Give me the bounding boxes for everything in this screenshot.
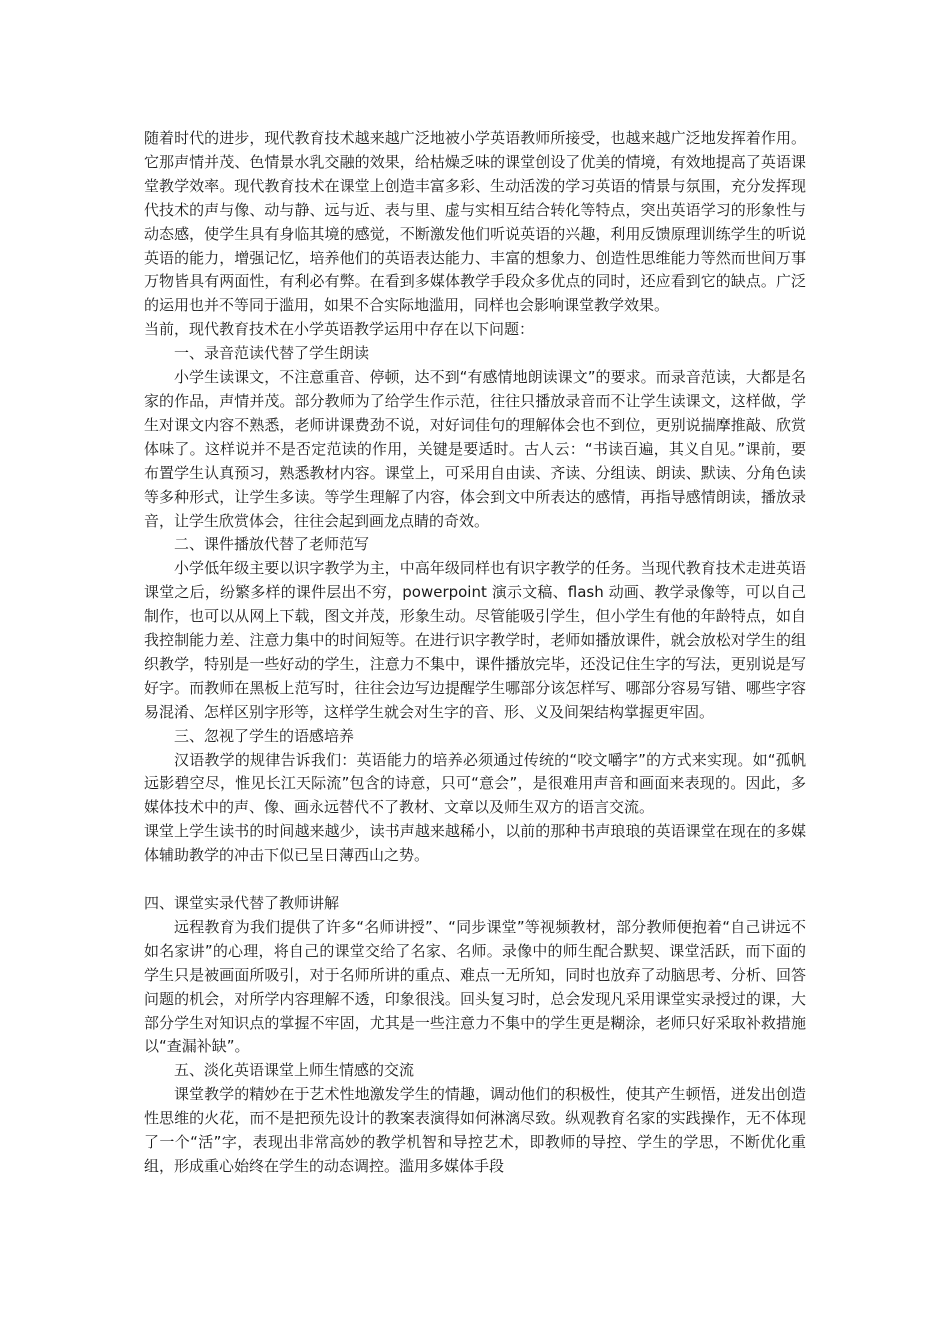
problems-intro: 当前，现代教育技术在小学英语教学运用中存在以下问题： [144, 320, 535, 339]
section-1-body: 小学生读课文，不注意重音、停顿，达不到“有感情地朗读课文”的要求。而录音范读，大都是名家的作品，声情并茂。部分教师为了给学生作示范，往往只播放录音而不让学生读课文，这样做，学生对课文内容不熟悉，老师讲课费劲不说，对好词佳句的理解体会也不到位，更别说揣摩推敲、欣赏体味了。这样说并不是否定范读的作用，关键是要适时。古人云：“书读百遍，其义自见。”课前，要布置学生认真预习，熟悉教材内容。课堂上，可采用自由读、齐读、分组读、朗读、默读、分角色读等多种形式，让学生多读。等学生理解了内容，体会到文中所表达的感情，再指导感情朗读，播放录音，让学生欣赏体会，往往会起到画龙点睛的奇效。 [144, 368, 806, 530]
section-2-body: 小学低年级主要以识字教学为主，中高年级同样也有识字教学的任务。当现代教育技术走进英语课堂之后，纷繁多样的课件层出不穷，powerpoint 演示文稿、flash 动画、教学录像等，可以自己制作，也可以从网上下载，图文并茂，形象生动。尽管能吸引学生，但小学生有他的年龄特点，如自我控制能力差、注意力集中的时间短等。在进行识字教学时，老师如播放课件，就会放松对学生的组织教学，特别是一些好动的学生，注意力不集中，课件播放完毕，还没记住生字的写法，更别说是写好字。而教师在黑板上范写时，往往会边写边提醒学生哪部分该怎样写、哪部分容易写错、哪些字容易混淆、怎样区别字形等，这样学生就会对生字的音、形、义及间架结构掌握更牢固。 [144, 559, 806, 721]
intro-part-2: 现代教育技术在课堂上创造丰富多彩、生动活泼的学习英语的情景与氛围，充分发挥现代技术的声与像、动与静、远与近、表与里、虚与实相互结合转化等特点，突出英语学习的形象性与动态感，使学生具有身临其境的感觉，不断激发他们听说英语的兴趣，利用反馈原理训练学生的听说英语的能力，增强记忆，培养他们的英语表达能力、丰富的想象力、创造性思维能力等 [144, 176, 806, 267]
section-2-heading: 二、课件播放代替了老师范写 [174, 535, 370, 554]
section-3-heading: 三、忽视了学生的语感培养 [174, 726, 355, 745]
section-1-heading: 一、录音范读代替了学生朗读 [174, 344, 370, 363]
section-3-note: 课堂上学生读书的时间越来越少，读书声越来越稀小，以前的那种书声琅琅的英语课堂在现在的多媒体辅助教学的冲击下似已呈日薄西山之势。 [144, 822, 806, 865]
section-5-heading: 五、淡化英语课堂上师生情感的交流 [174, 1061, 415, 1080]
section-4-body: 远程教育为我们提供了许多“名师讲授”、“同步课堂”等视频教材，部分教师便抱着“自己讲远不如名家讲”的心理，将自己的课堂交给了名家、名师。录像中的师生配合默契、课堂活跃，而下面的学生只是被画面所吸引，对于名师所讲的重点、难点一无所知，同时也放弃了动脑思考、分析、回答问题的机会，对所学内容理解不透，印象很浅。回头复习时，总会发现凡采用课堂实录授过的课，大部分学生对知识点的掌握不牢固，尤其是一些注意力不集中的学生更是糊涂，老师只好采取补救措施以“查漏补缺”。 [144, 917, 806, 1056]
section-5-body: 课堂教学的精妙在于艺术性地激发学生的情趣，调动他们的积极性，使其产生顿悟，迸发出创造性思维的火花，而不是把预先设计的教案表演得如何淋漓尽致。纵观教育名家的实践操作，无不体现了一个“活”字，表现出非常高妙的教学机智和导控艺术，即教师的导控、学生的学思，不断优化重组，形成重心始终在学生的动态调控。滥用多媒体手段 [144, 1085, 806, 1175]
intro-part-3: 然而世间万事万物皆具有两面性，有利必有弊。在看到多媒体教学手段众多优点的同时，还应看到它的缺点。广泛的运用也并不等同于滥用，如果不合实际地滥用，同样也会影响课堂教学效果。 [144, 248, 806, 315]
intro-part-1: 随着时代的进步，现代教育技术越来越广泛地被小学英语教师所接受，也越来越广泛地发挥着作用。它那声情并茂、色情景水乳交融的效果，给枯燥乏味的课堂创设了优美的情境，有效地提高了英语课堂教学效率。 [144, 129, 806, 195]
paragraph-gap [144, 868, 806, 892]
document-page [144, 127, 806, 1179]
intro-paragraph [144, 127, 806, 318]
section-4-heading: 四、课堂实录代替了教师讲解 [144, 893, 340, 912]
section-3-body: 汉语教学的规律告诉我们：英语能力的培养必须通过传统的“咬文嚼字”的方式来实现。如“孤帆远影碧空尽，惟见长江天际流”包含的诗意，只可“意会”，是很难用声音和画面来表现的。因此，多媒体技术中的声、像、画永远替代不了教材、文章以及师生双方的语言交流。 [144, 750, 806, 817]
